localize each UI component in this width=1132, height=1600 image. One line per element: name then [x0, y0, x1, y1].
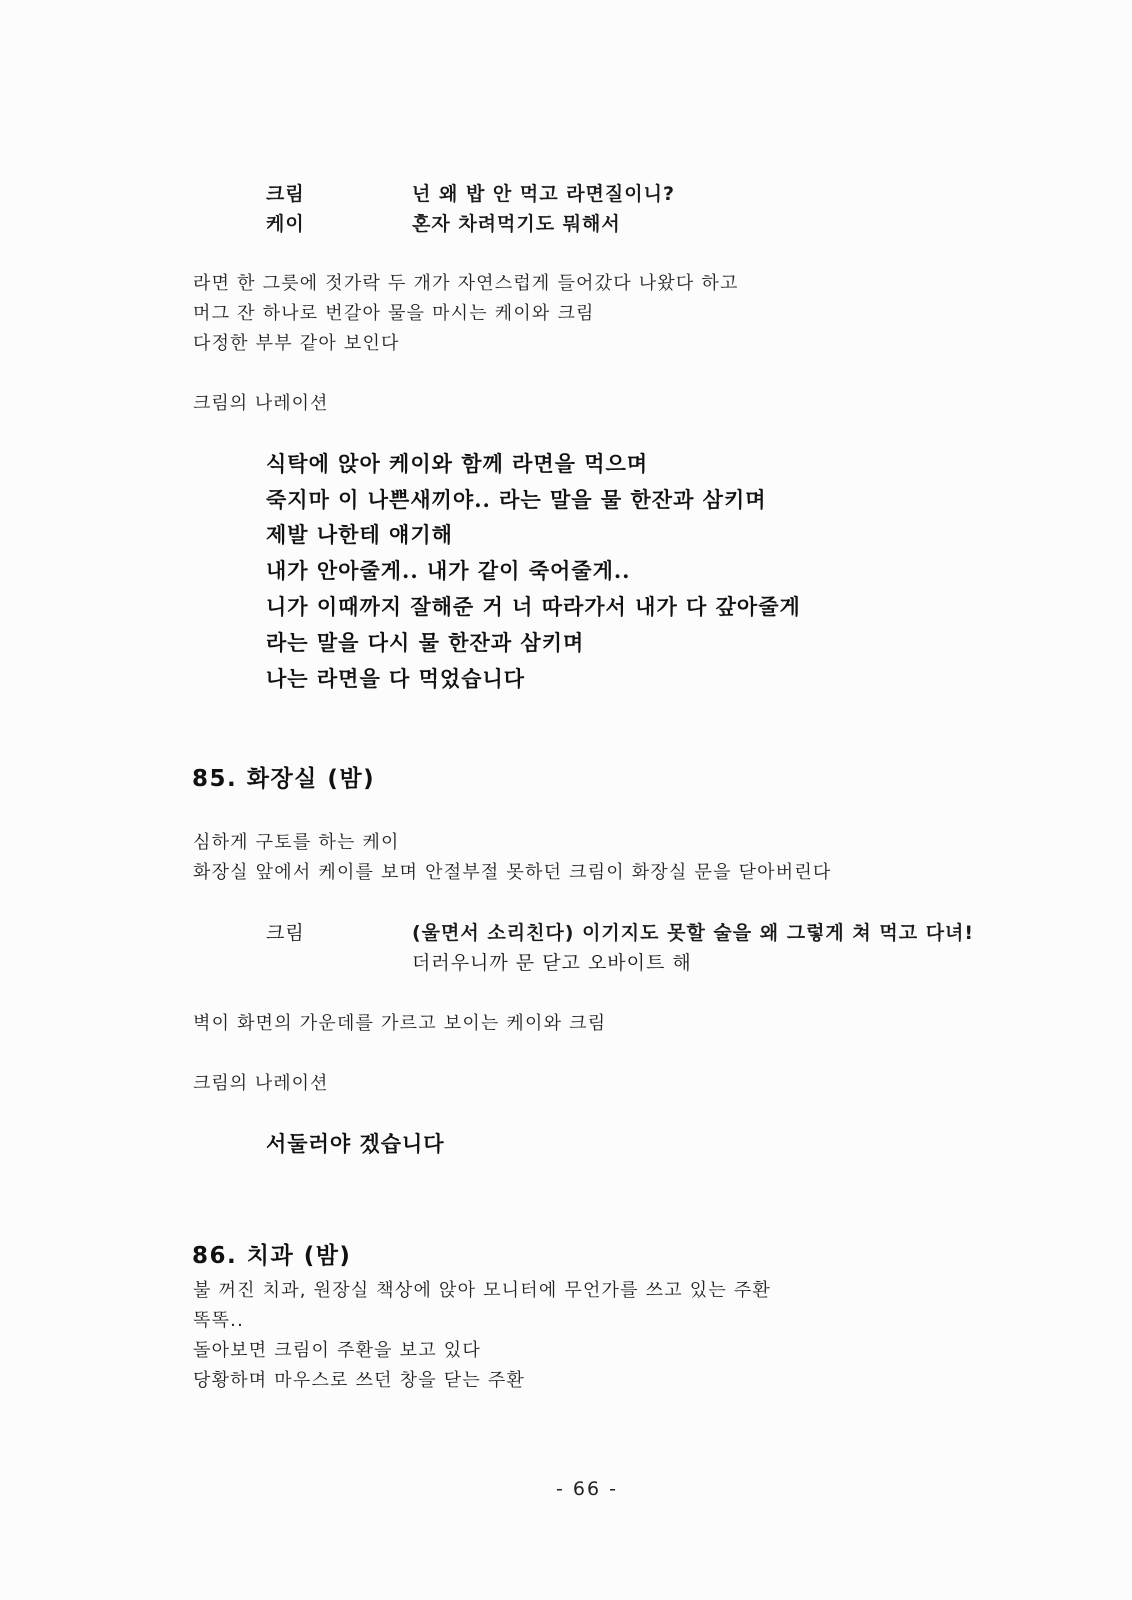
action-line: 다정한 부부 같아 보인다	[193, 333, 400, 354]
action-line: 당황하며 마우스로 쓰던 창을 닫는 주환	[193, 1370, 526, 1391]
action-line: 똑똑..	[193, 1310, 245, 1331]
narration-line: 제발 나한테 얘기해	[266, 522, 453, 547]
action-line: 심하게 구토를 하는 케이	[193, 832, 400, 853]
dialogue-line: (울면서 소리친다) 이기지도 못할 술을 왜 그렇게 쳐 먹고 다녀!	[412, 922, 975, 944]
action-line: 화장실 앞에서 케이를 보며 안절부절 못하던 크림이 화장실 문을 닫아버린다	[193, 862, 832, 883]
action-line: 라면 한 그릇에 젓가락 두 개가 자연스럽게 들어갔다 나왔다 하고	[193, 273, 739, 294]
narration-line: 니가 이때까지 잘해준 거 너 따라가서 내가 다 갚아줄게	[266, 594, 801, 619]
dialogue-line: 넌 왜 밥 안 먹고 라면질이니?	[412, 183, 675, 205]
dialogue-line: 더러우니까 문 닫고 오바이트 해	[412, 952, 692, 974]
action-line: 벽이 화면의 가운데를 가르고 보이는 케이와 크림	[193, 1013, 607, 1034]
scene-heading: 85. 화장실 (밤)	[192, 766, 376, 792]
dialogue-line: 혼자 차려먹기도 뭐해서	[412, 213, 621, 235]
narration-line: 내가 안아줄게.. 내가 같이 죽어줄게..	[266, 558, 631, 583]
narration-line: 식탁에 앉아 케이와 함께 라면을 먹으며	[266, 451, 649, 476]
narration-line: 죽지마 이 나쁜새끼야.. 라는 말을 물 한잔과 삼키며	[266, 487, 767, 512]
narration-line: 나는 라면을 다 먹었습니다	[266, 666, 526, 691]
narration-label: 크림의 나레이션	[193, 1073, 329, 1094]
action-line: 머그 잔 하나로 번갈아 물을 마시는 케이와 크림	[193, 303, 595, 324]
action-line: 불 꺼진 치과, 원장실 책상에 앉아 모니터에 무언가를 쓰고 있는 주환	[193, 1280, 772, 1301]
action-line: 돌아보면 크림이 주환을 보고 있다	[193, 1340, 481, 1361]
narration-label: 크림의 나레이션	[193, 393, 329, 414]
dialogue-speaker: 크림	[266, 183, 305, 205]
narration-line: 서둘러야 겠습니다	[266, 1131, 445, 1156]
narration-line: 라는 말을 다시 물 한잔과 삼키며	[266, 630, 585, 655]
page-number: - 66 -	[556, 1478, 618, 1500]
dialogue-speaker: 크림	[266, 922, 305, 944]
dialogue-speaker: 케이	[266, 213, 305, 235]
scene-heading: 86. 치과 (밤)	[192, 1243, 352, 1269]
